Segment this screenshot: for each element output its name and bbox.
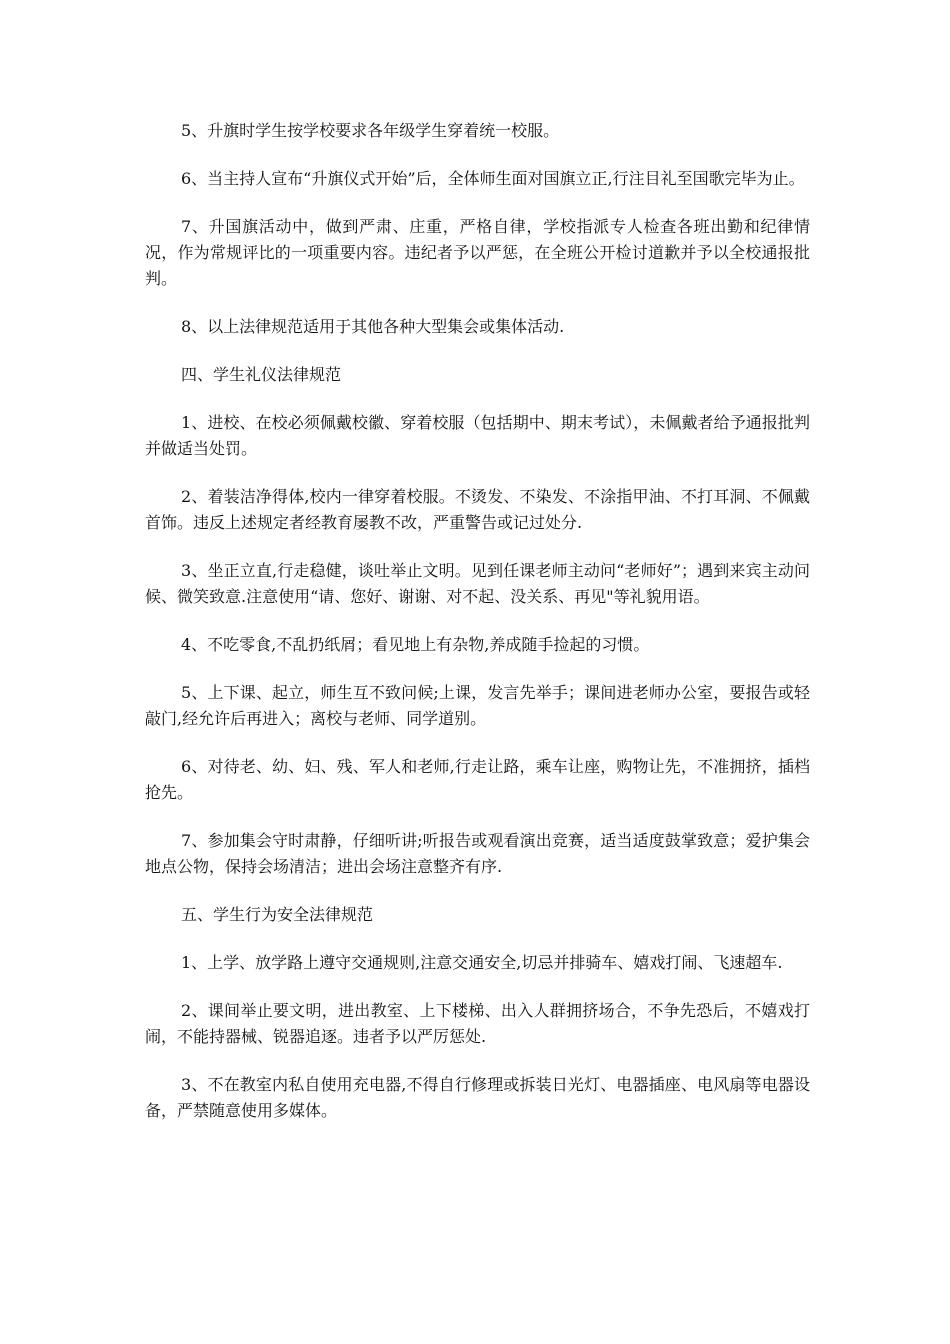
paragraph-flag-discipline: 7、升国旗活动中，做到严肃、庄重，严格自律，学校指派专人检查各班出勤和纪律情况，作为常规评比的一项重要内容。违纪者予以严惩，在全班公开检讨道歉并予以全校通报批判。 xyxy=(145,217,810,288)
paragraph-flag-uniform: 5、升旗时学生按学校要求各年级学生穿着统一校服。 xyxy=(181,121,560,140)
paragraph-etiquette-manners: 3、坐正立直,行走稳健，谈吐举止文明。见到任课老师主动问“老师好”；遇到来宾主动问候、微笑致意.注意使用“请、您好、谢谢、对不起、没关系、再见"等礼貌用语。 xyxy=(145,561,810,606)
paragraph-etiquette-badge: 1、进校、在校必须佩戴校徽、穿着校服（包括期中、期末考试），未佩戴者给予通报批判并做适当处罚。 xyxy=(145,413,810,458)
paragraph-safety-electric: 3、不在教室内私自使用充电器,不得自行修理或拆装日光灯、电器插座、电风扇等电器设备，严禁随意使用多媒体。 xyxy=(145,1075,810,1120)
paragraph-flag-scope: 8、以上法律规范适用于其他各种大型集会或集体活动. xyxy=(181,317,565,336)
paragraph-etiquette-class: 5、上下课、起立，师生互不致问候;上课，发言先举手；课间进老师办公室，要报告或轻敲门,经允许后再进入；离校与老师、同学道别。 xyxy=(145,683,810,728)
paragraph-flag-ceremony-start: 6、当主持人宣布“升旗仪式开始”后，全体师生面对国旗立正,行注目礼至国歌完毕为止。 xyxy=(181,169,805,188)
paragraph-etiquette-courtesy: 6、对待老、幼、妇、残、军人和老师,行走让路，乘车让座，购物让先，不准拥挤，插档抢先。 xyxy=(145,757,810,802)
section-heading-safety: 五、学生行为安全法律规范 xyxy=(181,905,374,924)
paragraph-safety-traffic: 1、上学、放学路上遵守交通规则,注意交通安全,切忌并排骑车、嬉戏打闹、飞速超车. xyxy=(181,953,783,972)
paragraph-etiquette-dress: 2、着装洁净得体,校内一律穿着校服。不烫发、不染发、不涂指甲油、不打耳洞、不佩戴首饰。违反上述规定者经教育屡教不改，严重警告或记过处分. xyxy=(145,487,810,532)
paragraph-safety-recess: 2、课间举止要文明，进出教室、上下楼梯、出入人群拥挤场合，不争先恐后，不嬉戏打闹，不能持器械、锐器追逐。违者予以严厉惩处. xyxy=(145,1001,810,1046)
section-heading-etiquette: 四、学生礼仪法律规范 xyxy=(181,365,342,384)
paragraph-etiquette-assembly: 7、参加集会守时肃静，仔细听讲;听报告或观看演出竞赛，适当适度鼓掌致意；爱护集会地点公物，保持会场清洁；进出会场注意整齐有序. xyxy=(145,831,810,876)
document-page xyxy=(145,118,810,1146)
paragraph-etiquette-litter: 4、不吃零食,不乱扔纸屑；看见地上有杂物,养成随手捡起的习惯。 xyxy=(181,635,650,654)
